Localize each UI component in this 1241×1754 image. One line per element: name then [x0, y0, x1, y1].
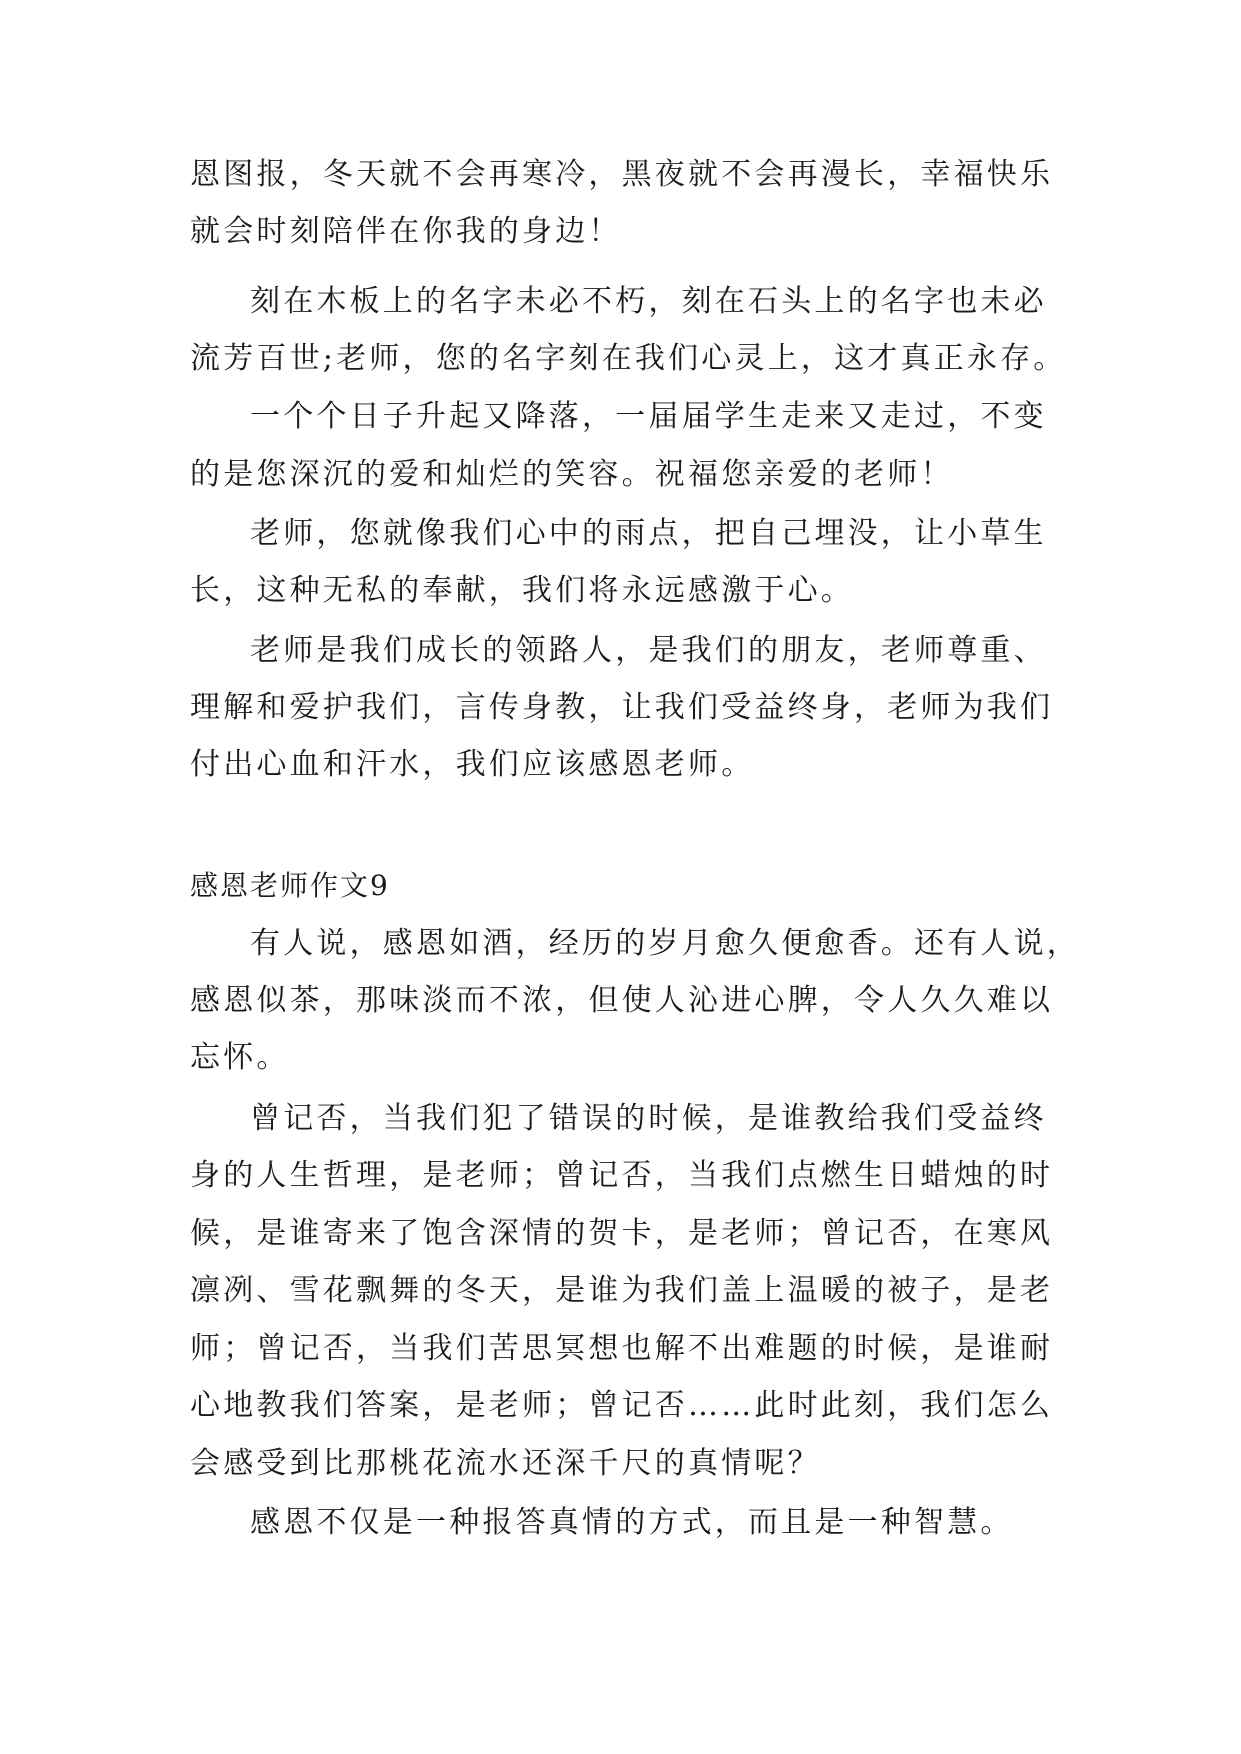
paragraph-line: 老师是我们成长的领路人，是我们的朋友，老师尊重、 [250, 633, 1047, 668]
paragraph-line: 师；曾记否，当我们苦思冥想也解不出难题的时候，是谁耐 [190, 1331, 1054, 1366]
paragraph-line: 候，是谁寄来了饱含深情的贺卡，是老师；曾记否，在寒风 [190, 1216, 1054, 1251]
paragraph-line: 老师，您就像我们心中的雨点，把自己埋没，让小草生 [250, 516, 1047, 551]
paragraph-line: 长，这种无私的奉献，我们将永远感激于心。 [190, 573, 854, 608]
paragraph-line: 就会时刻陪伴在你我的身边！ [190, 214, 622, 249]
paragraph-line: 一个个日子升起又降落，一届届学生走来又走过，不变 [250, 399, 1047, 434]
paragraph-line: 有人说，感恩如酒，经历的岁月愈久便愈香。还有人说， [250, 926, 1080, 961]
paragraph-line: 心地教我们答案，是老师；曾记否……此时此刻，我们怎么 [190, 1388, 1054, 1423]
paragraph-line: 恩图报，冬天就不会再寒冷，黑夜就不会再漫长，幸福快乐 [190, 157, 1054, 192]
paragraph-line: 感恩似茶，那味淡而不浓，但使人沁进心脾，令人久久难以 [190, 983, 1054, 1018]
paragraph-line: 付出心血和汗水，我们应该感恩老师。 [190, 747, 755, 782]
paragraph-line: 忘怀。 [190, 1040, 290, 1075]
section-heading: 感恩老师作文9 [190, 869, 390, 902]
paragraph-line: 凛冽、雪花飘舞的冬天，是谁为我们盖上温暖的被子，是老 [190, 1273, 1054, 1308]
paragraph-line: 曾记否，当我们犯了错误的时候，是谁教给我们受益终 [250, 1101, 1047, 1136]
paragraph-line: 刻在木板上的名字未必不朽，刻在石头上的名字也未必 [250, 284, 1047, 319]
paragraph-line: 理解和爱护我们，言传身教，让我们受益终身，老师为我们 [190, 690, 1054, 725]
paragraph-line: 会感受到比那桃花流水还深千尺的真情呢？ [190, 1446, 821, 1481]
paragraph-line: 感恩不仅是一种报答真情的方式，而且是一种智慧。 [250, 1505, 1014, 1540]
paragraph-line: 的是您深沉的爱和灿烂的笑容。祝福您亲爱的老师！ [190, 457, 954, 492]
paragraph-line: 身的人生哲理，是老师；曾记否，当我们点燃生日蜡烛的时 [190, 1158, 1054, 1193]
paragraph-line: 流芳百世;老师，您的名字刻在我们心灵上，这才真正永存。 [190, 341, 1067, 376]
